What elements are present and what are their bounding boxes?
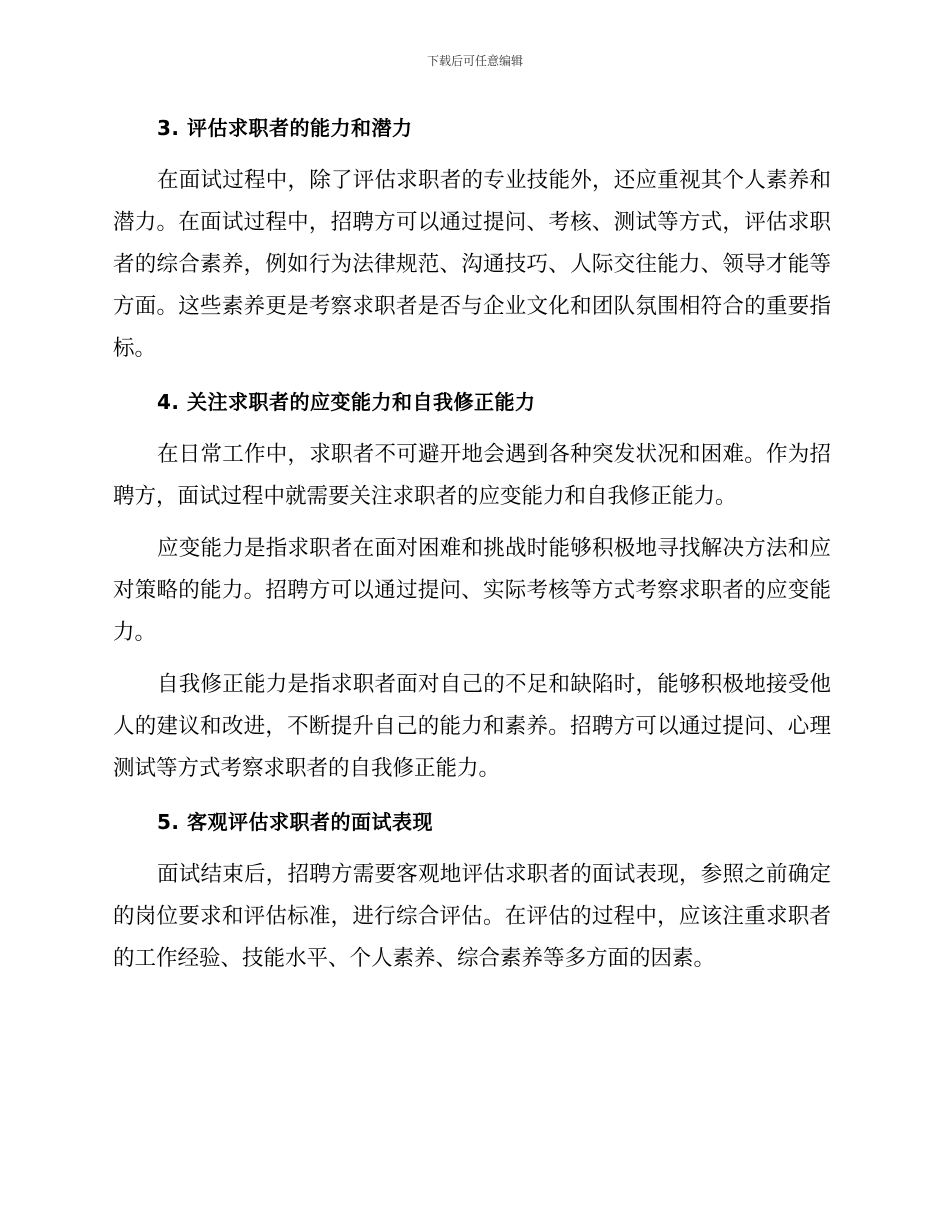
- paragraph: 应变能力是指求职者在面对困难和挑战时能够积极地寻找解决方法和应对策略的能力。招聘方可以通过提问、实际考核等方式考察求职者的应变能力。: [113, 536, 831, 645]
- paragraph: 在面试过程中，除了评估求职者的专业技能外，还应重视其个人素养和潜力。在面试过程中，招聘方可以通过提问、考核、测试等方式，评估求职者的综合素养，例如行为法律规范、沟通技巧、人际交往能力、领导才能等方面。这些素养更是考察求职者是否与企业文化和团队氛围相符合的重要指标。: [113, 168, 831, 361]
- page-header-note: 下载后可任意编辑: [426, 54, 523, 68]
- section-4: [113, 382, 831, 790]
- section-3: [113, 108, 831, 370]
- paragraph: 面试结束后，招聘方需要客观地评估求职者的面试表现，参照之前确定的岗位要求和评估标准，进行综合评估。在评估的过程中，应该注重求职者的工作经验、技能水平、个人素养、综合素养等多方面的因素。: [113, 862, 831, 971]
- section-5: [113, 802, 831, 980]
- section-heading: 4. 关注求职者的应变能力和自我修正能力: [157, 390, 536, 414]
- section-heading: 3. 评估求职者的能力和潜力: [157, 116, 413, 140]
- paragraph: 在日常工作中，求职者不可避开地会遇到各种突发状况和困难。作为招聘方，面试过程中就需要关注求职者的应变能力和自我修正能力。: [113, 442, 831, 509]
- document-body: [113, 108, 831, 990]
- section-heading: 5. 客观评估求职者的面试表现: [157, 810, 433, 834]
- paragraph: 自我修正能力是指求职者面对自己的不足和缺陷时，能够积极地接受他人的建议和改进，不断提升自己的能力和素养。招聘方可以通过提问、心理测试等方式考察求职者的自我修正能力。: [113, 672, 831, 781]
